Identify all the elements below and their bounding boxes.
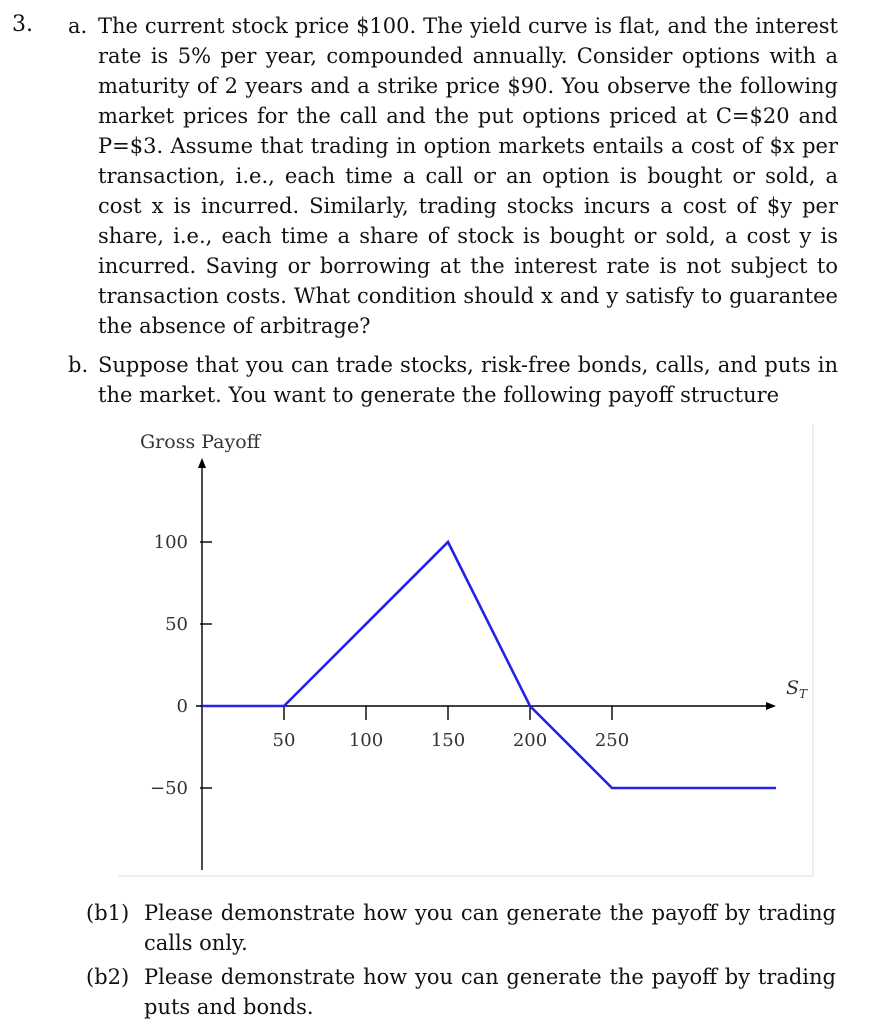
b1-label: (b1) [86,901,130,925]
b2-text: Please demonstrate how you can generate the payoff by trading puts and bonds. [144,965,836,1019]
payoff-chart-svg [118,420,818,880]
x-tick-label: 150 [430,730,466,751]
y-tick-label: 0 [176,696,188,717]
x-axis-arrow [766,702,776,710]
part-b-text: Suppose that you can trade stocks, risk-free bonds, calls, and puts in the market. You want to generate the following payoff structure [98,353,838,407]
x-tick-label: 50 [272,730,296,751]
y-tick-label: 50 [165,614,188,635]
x-tick-label: 200 [512,730,548,751]
b1-text: Please demonstrate how you can generate the payoff by trading calls only. [144,901,836,955]
part-a-text: The current stock price $100. The yield curve is flat, and the interest rate is 5% per year, compounded annually. Consider options with a maturity of 2 years and a strike price $90. You observe the following market prices for the call and the put options priced at C=$20 and P=$3. Assume that trading in option markets entails a cost of $x per transaction, i.e., each time a call or an option is bought or sold, a cost x is incurred. Similarly, trading stocks incurs a cost of $y per share, i.e., each time a share of stock is bought or sold, a cost y is incurred. Saving or borrowing at the interest rate is not subject to transaction costs. What condition should x and y satisfy to guarantee the absence of arbitrage? [98,14,838,338]
part-a [68,11,838,341]
part-b [68,350,838,410]
question-number: 3. [12,12,33,37]
x-tick-label: 250 [594,730,630,751]
payoff-chart [118,420,818,880]
part-b-label: b. [68,353,89,377]
x-tick-label: 100 [348,730,384,751]
y-axis-label: Gross Payoff [140,431,261,453]
y-tick-label: 100 [153,532,188,553]
y-axis-arrow [198,458,206,468]
subquestion-b1 [86,898,836,958]
payoff-series-line [202,542,776,788]
y-tick-label: −50 [150,778,188,799]
b2-label: (b2) [86,965,130,989]
subquestion-b2 [86,962,836,1022]
x-axis-label: $S_T$ [786,677,808,701]
part-a-label: a. [68,14,88,38]
